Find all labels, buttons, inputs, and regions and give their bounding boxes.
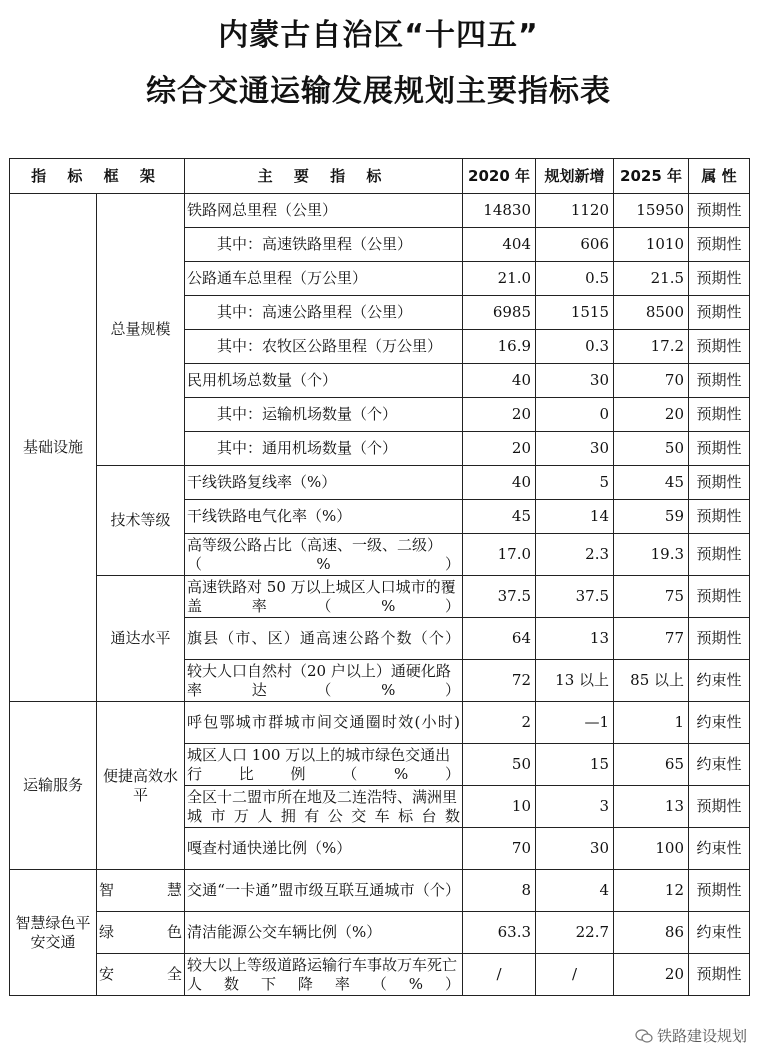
value-2025: 100	[614, 828, 689, 870]
title-line-2: 综合交通运输发展规划主要指标表	[146, 74, 611, 109]
indicator-name: 干线铁路电气化率（%）	[185, 500, 463, 534]
value-2020: 72	[463, 660, 536, 702]
indicator-name: 交通“一卡通”盟市级互联互通城市（个）	[185, 870, 463, 912]
value-2025: 8500	[614, 296, 689, 330]
value-new: 13 以上	[536, 660, 614, 702]
subcategory-green: 绿 色	[97, 912, 185, 954]
header-indicator: 主 要 指 标	[185, 159, 463, 194]
indicator-attr: 预期性	[689, 618, 750, 660]
indicator-attr: 约束性	[689, 660, 750, 702]
value-new: 1515	[536, 296, 614, 330]
value-2025: 20	[614, 954, 689, 996]
value-new: 1120	[536, 194, 614, 228]
value-new: 15	[536, 744, 614, 786]
value-2020: 8	[463, 870, 536, 912]
value-new: 606	[536, 228, 614, 262]
value-2020: 20	[463, 398, 536, 432]
table-row	[10, 870, 750, 912]
indicator-attr: 预期性	[689, 228, 750, 262]
indicator-attr: 预期性	[689, 398, 750, 432]
value-new: 0	[536, 398, 614, 432]
value-2025: 20	[614, 398, 689, 432]
header-2020: 2020 年	[463, 159, 536, 194]
value-2025: 70	[614, 364, 689, 398]
value-new: 37.5	[536, 576, 614, 618]
value-2025: 1	[614, 702, 689, 744]
value-2025: 15950	[614, 194, 689, 228]
indicator-attr: 预期性	[689, 330, 750, 364]
indicator-attr: 约束性	[689, 828, 750, 870]
value-2020: 6985	[463, 296, 536, 330]
value-2025: 19.3	[614, 534, 689, 576]
indicator-name: 其中：高速铁路里程（公里）	[185, 228, 463, 262]
table-row	[10, 912, 750, 954]
value-2020: 10	[463, 786, 536, 828]
value-2020: 17.0	[463, 534, 536, 576]
value-new: /	[536, 954, 614, 996]
value-2020: 64	[463, 618, 536, 660]
indicator-name: 铁路网总里程（公里）	[185, 194, 463, 228]
subcategory-scale: 总量规模	[97, 194, 185, 466]
category-infra: 基础设施	[10, 194, 97, 702]
watermark-text: 铁路建设规划	[656, 1027, 747, 1045]
value-2025: 45	[614, 466, 689, 500]
value-2020: 404	[463, 228, 536, 262]
indicator-name: 城区人口 100 万以上的城市绿色交通出行比例（%）	[185, 744, 463, 786]
value-2025: 75	[614, 576, 689, 618]
value-2020: 2	[463, 702, 536, 744]
value-2020: /	[463, 954, 536, 996]
value-2025: 65	[614, 744, 689, 786]
table-row	[10, 954, 750, 996]
value-2025: 21.5	[614, 262, 689, 296]
value-2025: 1010	[614, 228, 689, 262]
indicator-attr: 预期性	[689, 432, 750, 466]
indicator-name: 较大人口自然村（20 户以上）通硬化路率达（%）	[185, 660, 463, 702]
indicator-attr: 预期性	[689, 870, 750, 912]
value-new: 22.7	[536, 912, 614, 954]
indicator-attr: 预期性	[689, 500, 750, 534]
value-2025: 50	[614, 432, 689, 466]
indicator-table	[9, 158, 750, 996]
header-new: 规划新增	[536, 159, 614, 194]
indicator-name: 民用机场总数量（个）	[185, 364, 463, 398]
value-2020: 45	[463, 500, 536, 534]
value-new: 5	[536, 466, 614, 500]
indicator-attr: 预期性	[689, 262, 750, 296]
wechat-icon	[635, 1029, 653, 1043]
indicator-name: 其中：运输机场数量（个）	[185, 398, 463, 432]
value-2025: 17.2	[614, 330, 689, 364]
indicator-attr: 约束性	[689, 744, 750, 786]
value-2025: 77	[614, 618, 689, 660]
value-2025: 59	[614, 500, 689, 534]
table-row	[10, 576, 750, 618]
table-row	[10, 702, 750, 744]
value-new: 13	[536, 618, 614, 660]
indicator-attr: 预期性	[689, 296, 750, 330]
subcategory-smart: 智 慧	[97, 870, 185, 912]
value-new: —1	[536, 702, 614, 744]
table-row	[10, 466, 750, 500]
value-new: 30	[536, 364, 614, 398]
value-2020: 40	[463, 466, 536, 500]
header-framework: 指 标 框 架	[10, 159, 185, 194]
value-new: 2.3	[536, 534, 614, 576]
subcategory-tech: 技术等级	[97, 466, 185, 576]
indicator-name: 其中：农牧区公路里程（万公里）	[185, 330, 463, 364]
indicator-name: 其中：通用机场数量（个）	[185, 432, 463, 466]
header-attr: 属 性	[689, 159, 750, 194]
indicator-name: 高等级公路占比（高速、一级、二级）（%）	[185, 534, 463, 576]
indicator-name: 呼包鄂城市群城市间交通圈时效(小时)	[185, 702, 463, 744]
indicator-name: 干线铁路复线率（%）	[185, 466, 463, 500]
value-new: 30	[536, 828, 614, 870]
table-header-row	[10, 159, 750, 194]
value-2025: 12	[614, 870, 689, 912]
value-2020: 63.3	[463, 912, 536, 954]
indicator-attr: 约束性	[689, 912, 750, 954]
subcategory-convenient: 便捷高效水 平	[97, 702, 185, 870]
subcategory-safe: 安 全	[97, 954, 185, 996]
value-2020: 37.5	[463, 576, 536, 618]
value-2025: 86	[614, 912, 689, 954]
watermark	[635, 1025, 747, 1046]
table-row	[10, 194, 750, 228]
indicator-attr: 预期性	[689, 954, 750, 996]
value-2025: 13	[614, 786, 689, 828]
value-new: 0.3	[536, 330, 614, 364]
indicator-name: 较大以上等级道路运输行车事故万车死亡人数下降率（%）	[185, 954, 463, 996]
indicator-name: 嘎查村通快递比例（%）	[185, 828, 463, 870]
value-2025: 85 以上	[614, 660, 689, 702]
header-2025: 2025 年	[614, 159, 689, 194]
indicator-name: 清洁能源公交车辆比例（%）	[185, 912, 463, 954]
indicator-attr: 预期性	[689, 466, 750, 500]
value-2020: 50	[463, 744, 536, 786]
value-2020: 16.9	[463, 330, 536, 364]
value-new: 4	[536, 870, 614, 912]
indicator-attr: 预期性	[689, 576, 750, 618]
indicator-attr: 预期性	[689, 194, 750, 228]
indicator-name: 其中：高速公路里程（公里）	[185, 296, 463, 330]
indicator-attr: 预期性	[689, 786, 750, 828]
value-2020: 70	[463, 828, 536, 870]
value-new: 30	[536, 432, 614, 466]
indicator-attr: 预期性	[689, 364, 750, 398]
subcategory-reach: 通达水平	[97, 576, 185, 702]
value-2020: 14830	[463, 194, 536, 228]
indicator-attr: 预期性	[689, 534, 750, 576]
category-transport: 运输服务	[10, 702, 97, 870]
indicator-name: 旗县（市、区）通高速公路个数（个）	[185, 618, 463, 660]
value-2020: 21.0	[463, 262, 536, 296]
value-2020: 40	[463, 364, 536, 398]
indicator-attr: 约束性	[689, 702, 750, 744]
value-new: 3	[536, 786, 614, 828]
category-smart: 智慧绿色平安交通	[10, 870, 97, 996]
title-line-1: 内蒙古自治区“十四五”	[218, 18, 539, 53]
value-new: 0.5	[536, 262, 614, 296]
value-2020: 20	[463, 432, 536, 466]
indicator-name: 全区十二盟市所在地及二连浩特、满洲里城市万人拥有公交车标台数	[185, 786, 463, 828]
indicator-name: 公路通车总里程（万公里）	[185, 262, 463, 296]
value-new: 14	[536, 500, 614, 534]
indicator-name: 高速铁路对 50 万以上城区人口城市的覆盖率（%）	[185, 576, 463, 618]
